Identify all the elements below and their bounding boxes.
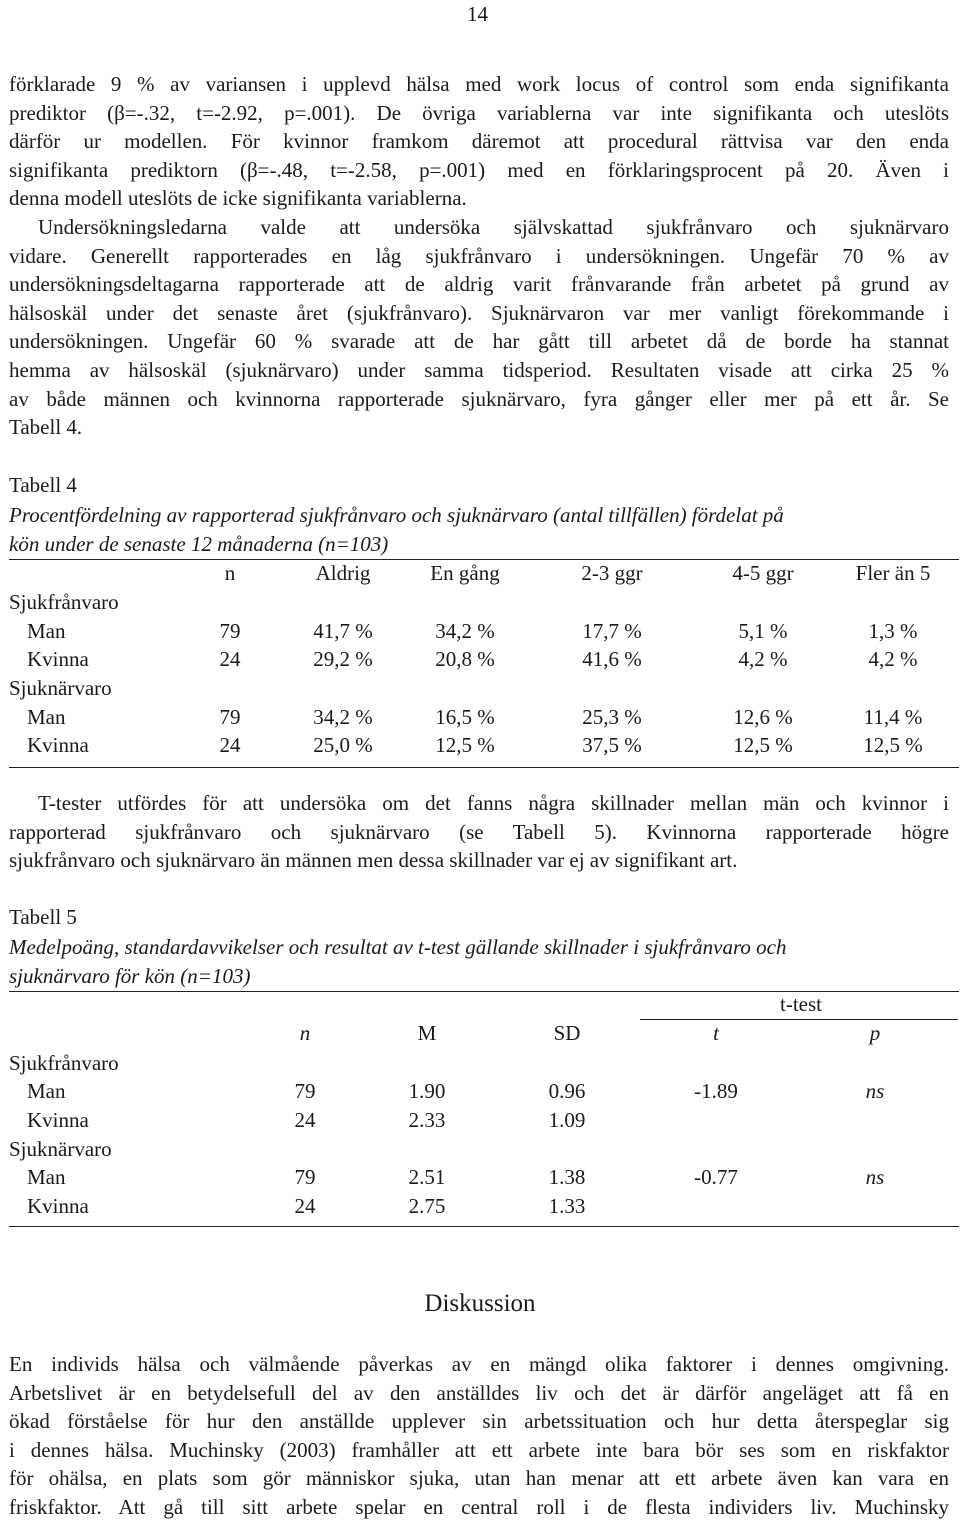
paragraph-1 — [9, 70, 949, 213]
table-cell: ns — [865, 1165, 885, 1189]
text-line: Arbetslivet är en betydelsefull del av den anställdes liv och det är därför angeläget att få en — [9, 1380, 949, 1405]
row-label: Kvinna — [27, 1194, 89, 1218]
table-cell: 1,3 % — [868, 619, 918, 643]
table-cell: 79 — [219, 619, 241, 643]
table-cell: -0.77 — [694, 1165, 738, 1189]
table-cell: 79 — [219, 705, 241, 729]
column-header: p — [869, 1021, 881, 1045]
table-cell: 24 — [294, 1194, 316, 1218]
table-cell: ns — [865, 1079, 885, 1103]
table-cell: 12,5 % — [733, 733, 793, 757]
table-cell: -1.89 — [694, 1079, 738, 1103]
table-cell: 12,6 % — [733, 705, 793, 729]
group-label: Sjuknärvaro — [9, 1137, 112, 1161]
group-label: Sjuknärvaro — [9, 676, 112, 700]
column-header: M — [417, 1021, 437, 1045]
text-line: för ohälsa, en plats som gör människor sjuka, utan han menar att ett arbete även kan vara en — [9, 1466, 949, 1491]
table-cell: 2.51 — [408, 1165, 446, 1189]
row-label: Man — [27, 705, 66, 729]
text-line: hälsoskäl under det senaste året (sjukfrånvaro). Sjuknärvaron var mer vanligt förekommande i — [9, 300, 949, 325]
page-number: 14 — [467, 2, 488, 26]
table-cell: 2.33 — [408, 1108, 446, 1132]
text-line: hemma av hälsoskäl (sjuknärvaro) under samma tidsperiod. Resultaten visade att cirka 25 % — [9, 357, 949, 382]
spanner-header: t-test — [780, 992, 822, 1016]
table-cell: 12,5 % — [863, 733, 923, 757]
text-line: ökad förståelse för hur den anställde upplever sin arbetssituation och hur detta återspeglar sig — [9, 1409, 949, 1434]
text-line: T-tester utfördes för att undersöka om det fanns några skillnader mellan män och kvinnor i — [38, 791, 949, 815]
row-label: Man — [27, 1165, 66, 1189]
table-cell: 1.38 — [548, 1165, 586, 1189]
caption-line: kön under de senaste 12 månaderna (n=103) — [9, 531, 389, 556]
table-cell: 41,6 % — [582, 647, 642, 671]
table-5-caption — [9, 933, 786, 990]
table-4-top-rule — [9, 559, 959, 560]
table-cell: 0.96 — [548, 1079, 586, 1103]
column-header: 2-3 ggr — [581, 561, 643, 585]
table-cell: 29,2 % — [313, 647, 373, 671]
table-5-bottom-rule — [9, 1226, 959, 1227]
section-heading: Diskussion — [424, 1290, 536, 1317]
table-cell: 2.75 — [408, 1194, 446, 1218]
table-cell: 24 — [219, 647, 241, 671]
table-cell: 12,5 % — [435, 733, 495, 757]
table-cell: 1.33 — [548, 1194, 586, 1218]
text-line: sjukfrånvaro och sjuknärvaro än männen men dessa skillnader var ej av signifikant art. — [9, 848, 738, 873]
text-line: denna modell uteslöts de icke signifikanta variablerna. — [9, 186, 467, 211]
text-line: En individs hälsa och välmående påverkas av en mängd olika faktorer i dennes omgivning. — [9, 1352, 949, 1376]
table-cell: 79 — [294, 1165, 316, 1189]
text-line: prediktor (β=-.32, t=-2.92, p=.001). De övriga variablerna var inte signifikanta och uteslöts — [9, 100, 949, 125]
table-cell: 41,7 % — [313, 619, 373, 643]
table-cell: 5,1 % — [738, 619, 788, 643]
table-cell: 11,4 % — [863, 705, 923, 729]
text-line: i dennes hälsa. Muchinsky (2003) framhåller att ett arbete inte bara bör ses som en riskfaktor — [9, 1437, 949, 1462]
table-cell: 16,5 % — [435, 705, 495, 729]
text-line: rapporterad sjukfrånvaro och sjuknärvaro (se Tabell 5). Kvinnorna rapporterade högre — [9, 819, 949, 844]
column-header: Fler än 5 — [855, 561, 931, 585]
paragraph-4 — [9, 1350, 949, 1522]
paragraph-3 — [9, 789, 949, 875]
table-4-bottom-rule — [9, 767, 959, 768]
table-4-title: Tabell 4 — [9, 473, 77, 497]
caption-line: Medelpoäng, standardavvikelser och resultat av t-test gällande skillnader i sjukfrånvaro och — [9, 935, 787, 959]
column-header: n — [299, 1021, 311, 1045]
table-cell: 1.90 — [408, 1079, 446, 1103]
spanner-rule — [640, 1019, 958, 1020]
table-cell: 34,2 % — [313, 705, 373, 729]
text-line: Tabell 4. — [9, 415, 83, 440]
text-line: därför ur modellen. För kvinnor framkom däremot att procedural rättvisa var den enda — [9, 129, 949, 154]
table-cell: 20,8 % — [435, 647, 495, 671]
text-line: vidare. Generellt rapporterades en låg sjukfrånvaro i undersökningen. Ungefär 70 % av — [9, 243, 949, 268]
row-label: Kvinna — [27, 1108, 89, 1132]
row-label: Man — [27, 619, 66, 643]
table-cell: 1.09 — [548, 1108, 586, 1132]
table-cell: 24 — [219, 733, 241, 757]
column-header: Aldrig — [315, 561, 371, 585]
caption-line: sjuknärvaro för kön (n=103) — [9, 963, 251, 988]
text-line: Undersökningsledarna valde att undersöka självskattad sjukfrånvaro och sjuknärvaro — [38, 215, 949, 239]
text-line: signifikanta prediktorn (β=-.48, t=-2.58, p=.001) med en förklaringsprocent på 20. Även i — [9, 157, 949, 182]
column-header: SD — [553, 1021, 581, 1045]
table-cell: 4,2 % — [738, 647, 788, 671]
caption-line: Procentfördelning av rapporterad sjukfrånvaro och sjuknärvaro (antal tillfällen) fördelat på — [9, 503, 784, 527]
table-cell: 34,2 % — [435, 619, 495, 643]
text-line: av både männen och kvinnorna rapporterade sjuknärvaro, fyra gånger eller mer på ett år. Se — [9, 386, 949, 411]
column-header: 4-5 ggr — [732, 561, 794, 585]
text-line: förklarade 9 % av variansen i upplevd hälsa med work locus of control som enda signifikanta — [9, 72, 949, 96]
table-5-title: Tabell 5 — [9, 905, 77, 929]
row-label: Kvinna — [27, 647, 89, 671]
text-line: undersökningen. Ungefär 60 % svarade att de har gått till arbetet då de borde ha stannat — [9, 329, 949, 354]
group-label: Sjukfrånvaro — [9, 1051, 119, 1075]
table-cell: 37,5 % — [582, 733, 642, 757]
column-header: En gång — [430, 561, 500, 585]
row-label: Man — [27, 1079, 66, 1103]
table-cell: 25,3 % — [582, 705, 642, 729]
column-header: t — [713, 1021, 719, 1045]
text-line: undersökningsdeltagarna rapporterade att de aldrig varit frånvarande från arbetet på grund av — [9, 272, 949, 297]
group-label: Sjukfrånvaro — [9, 590, 119, 614]
table-cell: 25,0 % — [313, 733, 373, 757]
paragraph-2 — [9, 213, 949, 442]
column-header: n — [224, 561, 236, 585]
table-cell: 24 — [294, 1108, 316, 1132]
table-cell: 79 — [294, 1079, 316, 1103]
table-4-caption — [9, 501, 784, 558]
row-label: Kvinna — [27, 733, 89, 757]
table-cell: 17,7 % — [582, 619, 642, 643]
text-line: friskfaktor. Att gå till sitt arbete spelar en central roll i de flesta individers liv. Muchinsky — [9, 1494, 949, 1519]
table-cell: 4,2 % — [868, 647, 918, 671]
